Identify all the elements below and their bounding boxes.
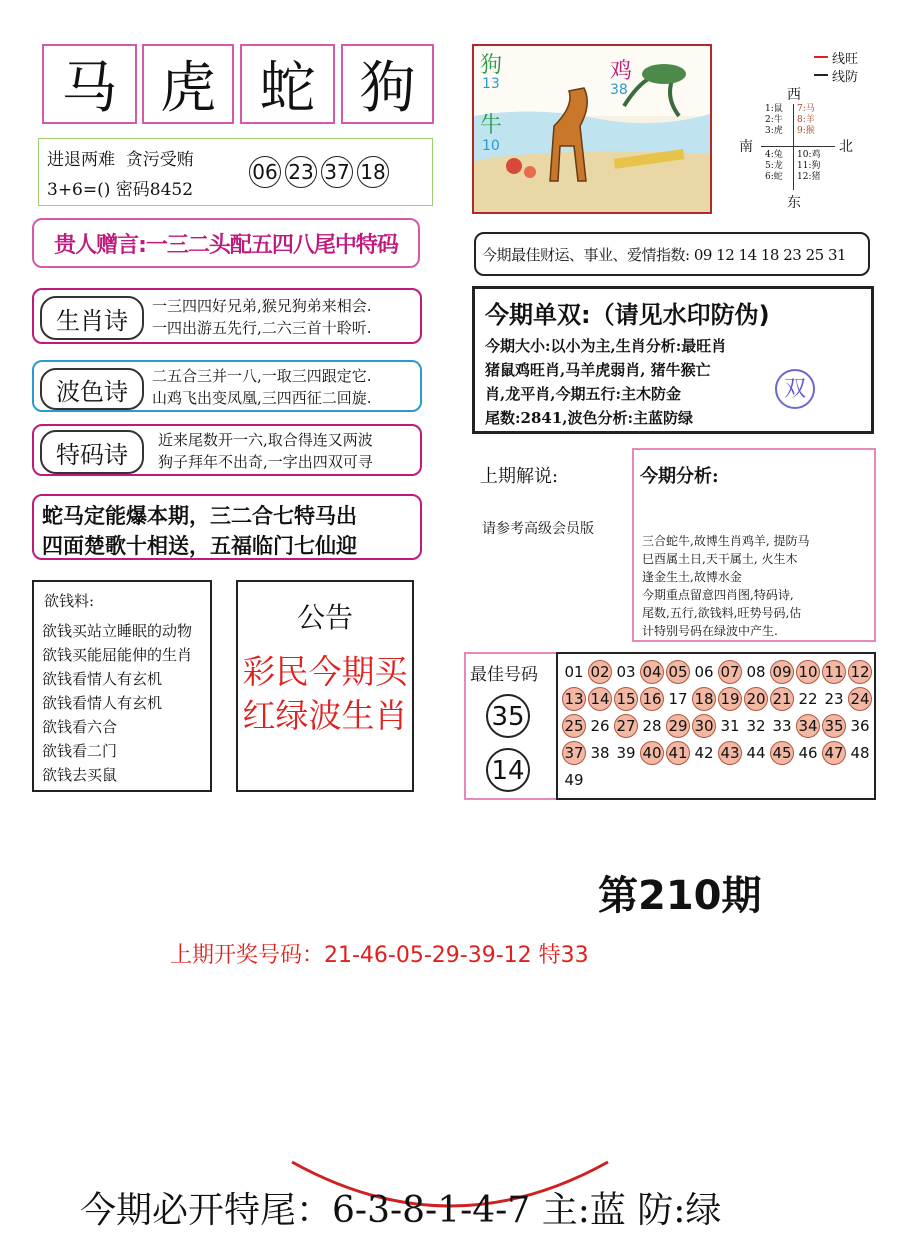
legend-line-red: [814, 56, 828, 58]
grid-number: 37: [562, 741, 586, 765]
best-numbers-title: 最佳号码: [470, 665, 538, 685]
compass-vline: [793, 104, 794, 190]
poem-tag: 特码诗: [40, 430, 144, 474]
banner-box: [32, 218, 420, 268]
horse-picture: [472, 44, 712, 214]
analysis-line: 尾数,五行,欲钱料,旺势号码,估: [642, 606, 802, 620]
grid-number: 39: [616, 744, 636, 762]
grid-number: 48: [850, 744, 870, 762]
poem-tag: 生肖诗: [40, 296, 144, 340]
notice-box: [236, 580, 414, 792]
grid-number: 01: [564, 663, 584, 681]
verse-line: 四面楚歌十相送，五福临门七仙迎: [42, 534, 357, 558]
numbers-box: [38, 138, 433, 206]
grid-number: 16: [640, 687, 664, 711]
compass-hline: [761, 146, 835, 147]
best-pick-circle: 35: [486, 694, 530, 738]
poem-tag: 波色诗: [40, 368, 144, 410]
poem-line: 二五合三并一八,一取三四跟定它.: [152, 367, 372, 385]
grid-number: 45: [770, 741, 794, 765]
number-grid: [556, 652, 876, 800]
notice-title: 公告: [296, 601, 353, 634]
poem-line: 山鸡飞出变凤凰,三四西征二回旋.: [152, 389, 372, 407]
banner-text: 贵人赠言:一三二头配五四八尾中特码: [54, 232, 398, 258]
grid-number: 30: [692, 714, 716, 738]
money-item: 欲钱去买鼠: [42, 766, 118, 784]
grid-number: 18: [692, 687, 716, 711]
analysis-box: [632, 448, 876, 642]
index-box: [474, 232, 870, 276]
grid-number: 40: [640, 741, 664, 765]
index-text: 今期最佳财运、事业、爱情指数: 09 12 14 18 23 25 31: [482, 245, 847, 264]
last-explain-title: 上期解说:: [480, 466, 559, 487]
zodiac-box-dog: [341, 44, 434, 124]
analysis-line: 计特别号码在绿波中产生.: [642, 624, 778, 638]
numbers-line1: 进退两难 贪污受贿: [47, 150, 194, 170]
issue-number: 第210期: [598, 873, 762, 919]
grid-number: 26: [590, 717, 610, 735]
single-double-line: 尾数:2841,波色分析:主蓝防绿: [485, 409, 694, 427]
poem-line: 一四出游五先行,二六三首十聆听.: [152, 319, 372, 337]
grid-number: 28: [642, 717, 662, 735]
single-double-line: 今期大小:以小为主,生肖分析:最旺肖: [485, 337, 727, 355]
grid-number: 02: [588, 660, 612, 684]
grid-number: 42: [694, 744, 714, 762]
legend-wang: 线旺: [832, 52, 859, 67]
grid-number: 34: [796, 714, 820, 738]
analysis-title: 今期分析:: [640, 466, 719, 487]
grid-number: 12: [848, 660, 872, 684]
horse-illustration: [474, 46, 710, 212]
grid-number: 08: [746, 663, 766, 681]
analysis-line: 逢金生土,故博水金: [642, 570, 742, 584]
grid-number: 33: [772, 717, 792, 735]
grid-number: 23: [824, 690, 844, 708]
grid-number: 14: [588, 687, 612, 711]
single-double-box: [472, 286, 874, 434]
number-circle: 18: [357, 156, 389, 188]
notice-line: 彩民今期买: [242, 652, 408, 691]
best-numbers-box: [464, 652, 556, 800]
compass-east: 东: [787, 195, 801, 211]
poem-line: 近来尾数开一六,取合得连又两波: [158, 431, 373, 449]
grid-number: 04: [640, 660, 664, 684]
grid-number: 46: [798, 744, 818, 762]
zodiac-box-snake: [240, 44, 335, 124]
grid-number: 09: [770, 660, 794, 684]
single-double-title: 今期单双:（请见水印防伪): [485, 301, 770, 329]
zodiac-char: 狗: [359, 56, 416, 121]
best-pick-circle: 14: [486, 748, 530, 792]
number-circle: 06: [249, 156, 281, 188]
number-circle: 23: [285, 156, 317, 188]
bottom-special-tail: 今期必开特尾：6-3-8-1-4-7 主:蓝 防:绿: [80, 1190, 722, 1231]
poem-box-color: [32, 360, 422, 412]
watermark-stamp: 双: [775, 369, 815, 409]
grid-number: 05: [666, 660, 690, 684]
legend: [814, 48, 884, 88]
zodiac-char: 马: [61, 56, 118, 121]
analysis-line: 今期重点留意四肖图,特码诗,: [642, 588, 794, 602]
numbers-circles: [249, 156, 393, 188]
compass-left-top: 1:鼠 2:牛 3:虎: [765, 104, 783, 136]
compass-right-top: 7:马 8:羊 9:猴: [797, 104, 815, 136]
money-title: 欲钱料:: [44, 592, 95, 610]
money-box: [32, 580, 212, 792]
last-explain-text: 请参考高级会员版: [482, 521, 594, 537]
compass-north: 北: [839, 139, 853, 155]
compass-south: 南: [739, 139, 753, 155]
poem-box-special: [32, 424, 422, 476]
grid-number: 41: [666, 741, 690, 765]
grid-number: 31: [720, 717, 740, 735]
grid-number: 32: [746, 717, 766, 735]
compass-diagram: [735, 84, 865, 214]
grid-number: 47: [822, 741, 846, 765]
grid-number: 22: [798, 690, 818, 708]
zodiac-box-horse: [42, 44, 137, 124]
picture-num-ox: 10: [482, 138, 500, 154]
grid-number: 43: [718, 741, 742, 765]
picture-num-dog: 13: [482, 76, 500, 92]
grid-number: 10: [796, 660, 820, 684]
compass-west: 西: [787, 87, 801, 103]
compass-left-bottom: 4:兔 5:龙 6:蛇: [765, 150, 783, 182]
numbers-line2: 3+6=() 密码8452: [47, 180, 194, 200]
legend-fang: 线防: [832, 70, 859, 85]
zodiac-char: 蛇: [259, 56, 316, 121]
verse-box: [32, 494, 422, 560]
verse-line: 蛇马定能爆本期，三二合七特马出: [42, 504, 357, 528]
legend-line-black: [814, 74, 828, 76]
picture-label-ox: 牛: [480, 113, 503, 138]
grid-number: 24: [848, 687, 872, 711]
grid-number: 36: [850, 717, 870, 735]
grid-number: 25: [562, 714, 586, 738]
compass-right-bottom: 10:鸡 11:狗 12:猪: [797, 150, 821, 182]
notice-line: 红绿波生肖: [242, 696, 408, 735]
grid-number: 35: [822, 714, 846, 738]
analysis-line: 巳酉属土日,天干属土, 火生木: [642, 552, 798, 566]
last-draw: 上期开奖号码：21-46-05-29-39-12 特33: [170, 943, 589, 968]
grid-number: 15: [614, 687, 638, 711]
number-circle: 37: [321, 156, 353, 188]
single-double-line: 肖,龙平肖,今期五行:主木防金: [485, 385, 681, 403]
poem-line: 狗子拜年不出奇,一字出四双可寻: [158, 453, 373, 471]
money-item: 欲钱买能屈能伸的生肖: [42, 646, 193, 664]
grid-number: 07: [718, 660, 742, 684]
grid-number: 20: [744, 687, 768, 711]
grid-number: 27: [614, 714, 638, 738]
grid-number: 29: [666, 714, 690, 738]
grid-number: 17: [668, 690, 688, 708]
money-item: 欲钱看六合: [42, 718, 118, 736]
grid-number: 06: [694, 663, 714, 681]
grid-number: 49: [564, 771, 584, 789]
money-item: 欲钱看二门: [42, 742, 118, 760]
grid-number: 38: [590, 744, 610, 762]
grid-number: 21: [770, 687, 794, 711]
analysis-line: 三合蛇牛,故博生肖鸡羊, 提防马: [642, 534, 810, 548]
grid-number: 44: [746, 744, 766, 762]
picture-label-rooster: 鸡: [610, 59, 633, 84]
poem-line: 一三四四好兄弟,猴兄狗弟来相会.: [152, 297, 372, 315]
money-item: 欲钱看情人有玄机: [42, 694, 163, 712]
zodiac-char: 虎: [160, 56, 216, 121]
money-item: 欲钱看情人有玄机: [42, 670, 163, 688]
grid-number: 11: [822, 660, 846, 684]
single-double-line: 猪鼠鸡旺肖,马羊虎弱肖, 猪牛猴亡: [485, 361, 711, 379]
grid-number: 19: [718, 687, 742, 711]
money-item: 欲钱买站立睡眠的动物: [42, 622, 193, 640]
zodiac-box-tiger: [142, 44, 234, 124]
grid-number: 13: [562, 687, 586, 711]
poem-box-zodiac: [32, 288, 422, 344]
grid-number: 03: [616, 663, 636, 681]
picture-label-dog: 狗: [480, 53, 503, 78]
picture-num-rooster: 38: [610, 82, 628, 98]
